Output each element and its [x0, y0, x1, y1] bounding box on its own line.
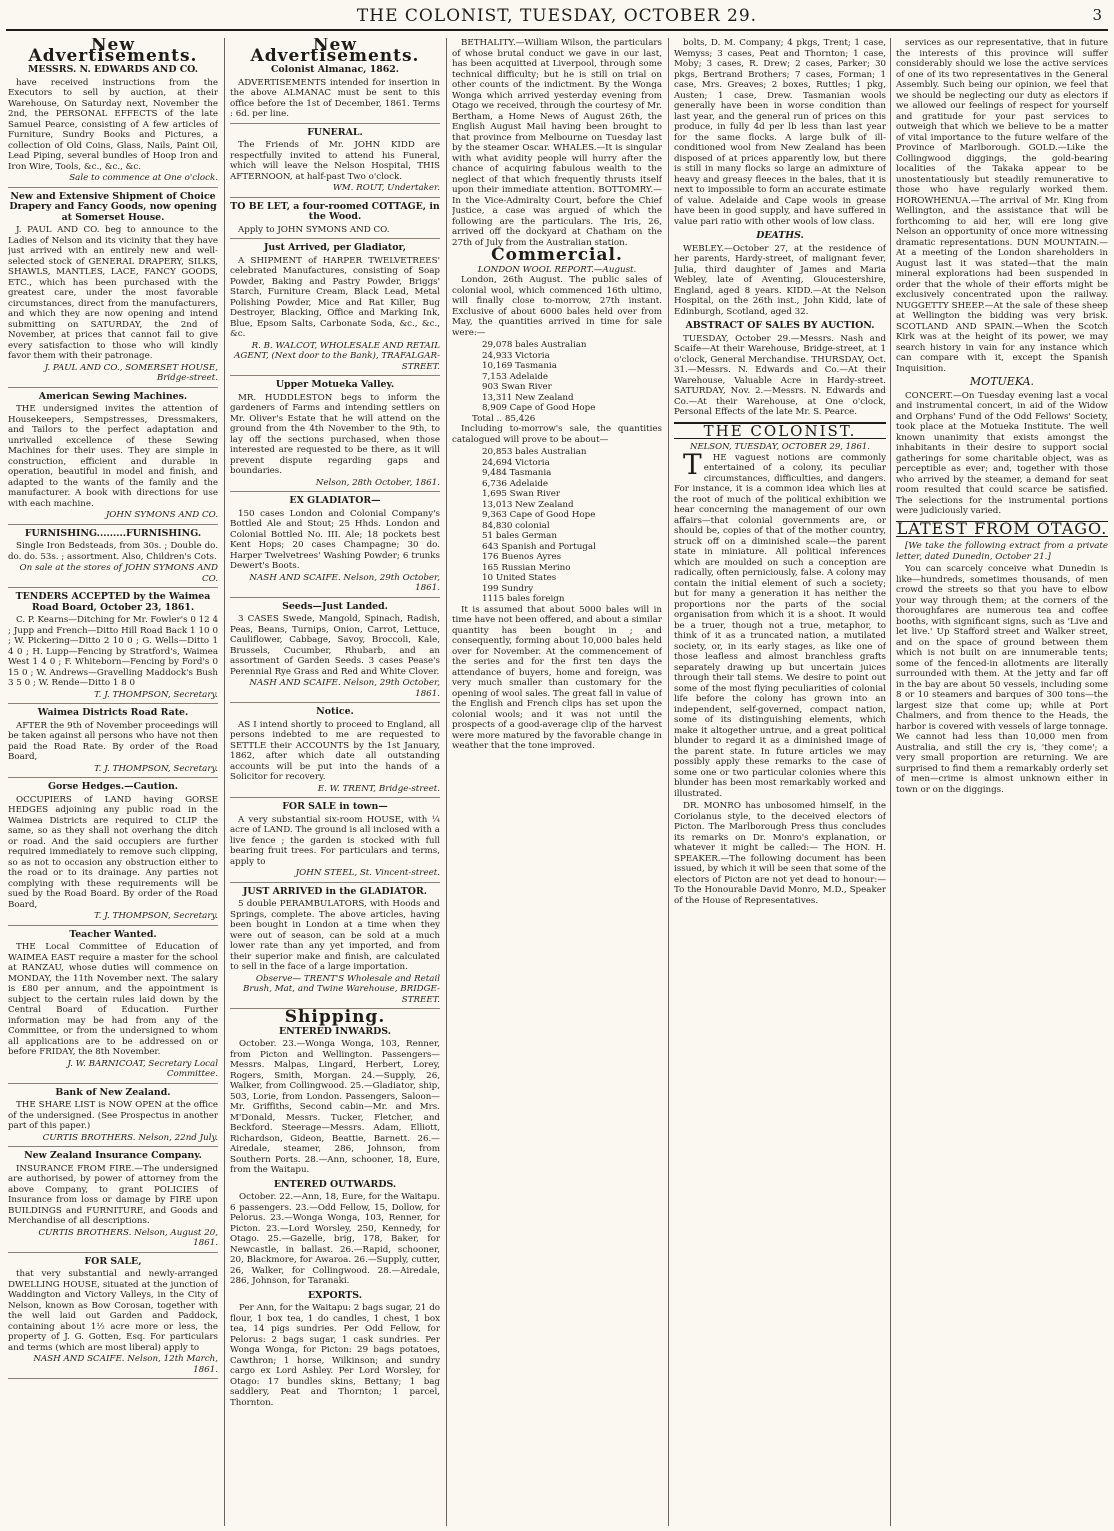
advertisement [8, 1257, 218, 1380]
wool-table-row: 1,695 Swan River [482, 489, 561, 499]
advertisement-title: Just Arrived, per Gladiator, [264, 242, 406, 253]
advertisement-title: Bank of New Zealand. [55, 1086, 171, 1098]
advertisement-title: FURNISHING.........FURNISHING. [24, 527, 202, 539]
advertisement-body: MR. HUDDLESTON begs to inform the gardeners of Farms and intending settlers on Mr. Oliver's Estate that he will attend on the ground from the 4th November to the 9th, to lay off the sections purchased, when those interested are requested to be there, as it will prevent dispute regarding gaps and boundaries. [230, 392, 440, 476]
wool-table-row: 29,078 bales Australian [482, 340, 587, 350]
advertisement-body: THE SHARE LIST is NOW OPEN at the office of the undersigned. (See Prospectus in another part of this paper.) [8, 1100, 218, 1131]
wool-table-row: 24,933 Victoria [482, 350, 550, 361]
market-text: bolts, D. M. Company; 4 pkgs, Trent; 1 case, Wemyss; 3 cases, Peat and Thornton; 1 case, Moby; 3 cases, R. Drew; 2 cases, Parker; 30 pkgs, Bertrand Brothers; 7 cases, Forman; 1 case, Mrs. Greaves; 2 boxes, Ruttles; 1 pkg, Austen; 1 case, Drew. Tasmanian wools generally have been in worse condition than last year, and the general run of prices on this produce, in fully 4d per lb less than last year for the same flocks. A large bulk of ill-conditioned wool from New Zealand has been disposed of at prices apparently low, but there is still in many flocks so large an admixture of heavy and greasy fleeces in the bales, that it is next to impossible to form an accurate estimate of value. Adelaide and Cape wools in grease have been in good supply, and have suffered in value pari ratio with other wools of low class. [674, 38, 886, 227]
advertisement-signature: Nelson, 28th October, 1861. [315, 477, 440, 488]
advertisement-title: TENDERS ACCEPTED by the Waimea Road Board, October 23, 1861. [15, 591, 211, 613]
column-rule [224, 38, 225, 1526]
advertisement-signature: JOHN SYMONS AND CO. [105, 510, 218, 520]
paper-title: THE COLONIST. [674, 422, 886, 440]
advertisement-title: American Sewing Machines. [38, 390, 188, 402]
wool-table-row: 7,153 Adelaide [482, 371, 549, 382]
advertisement-body: THE undersigned invites the attention of Housekeepers, Sempstresses, Dressmakers, and Tailors to the perfect adaptation and unrivalled excellence of these Sewing Machines for their uses. They are simple in construction, efficient and durable in operation, beautiful in model and finish, and adapted to the wants of the family and the manufacturer. A book with directions for use with each machine. [8, 404, 218, 509]
masthead [0, 0, 1114, 32]
advertisement-title: TO BE LET, a four-roomed COTTAGE, in the Wood. [230, 200, 440, 222]
advertisement-title: FOR SALE in town— [282, 801, 388, 812]
advertisement-signature: T. J. THOMPSON, Secretary. [94, 763, 218, 774]
advertisement-signature: WM. ROUT, Undertaker. [332, 183, 440, 193]
dateline: NELSON, TUESDAY, OCTOBER 29, 1861. [690, 442, 870, 452]
advertisement-signature: JOHN STEEL, St. Vincent-street. [295, 868, 440, 878]
abstract-title: ABSTRACT OF SALES BY AUCTION. [685, 320, 875, 331]
advertisement [230, 202, 440, 240]
advertisement-signature: CURTIS BROTHERS. Nelson, 22nd July. [42, 1132, 218, 1143]
otago-note: [We take the following extract from a private letter, dated Dunedin, October 21.] [896, 541, 1108, 562]
advertisements-list [8, 65, 218, 1379]
advertisement [230, 65, 440, 124]
column-rule [890, 38, 891, 1526]
exports-text: Per Ann, for the Waitapu: 2 bags sugar, 21 do flour, 1 box tea, 1 do candles, 1 chest, 1 box tea, 14 pigs sundries. Per Odd Fellow, for Pelorus: 2 bags sugar, 1 cask sundries. Per Wonga Wonga, for Picton: 29 bags potatoes, Cawthron; 1 horse, Wilkinson; and sundry cargo ex Lord Ashley. Per Lord Worsley, for Otago: 17 bundles skins, Bettany; 1 bag saddlery, Peat and Thornton; 1 parcel, Thornton. [230, 1303, 440, 1408]
wool-table-row: 20,853 bales Australian [482, 447, 587, 457]
wool-table [452, 447, 662, 521]
wool-table-row: 24,694 Victoria [482, 457, 550, 468]
advertisement-signature: E. W. TRENT, Bridge-street. [317, 783, 440, 794]
otago-title: LATEST FROM OTAGO. [896, 518, 1108, 538]
advertisement [8, 592, 218, 704]
deaths-title: DEATHS. [756, 230, 804, 241]
wool-report-body: It is assumed that about 5000 bales will in time have not been offered, and about a similar quantity has been bought in ; and consequently, forming about 10,000 bales held over for November. At the commencement of the series and for the first ten days the attendance of buyers, home and foreign, was very much smaller than customary for the opening of wool sales. The great fall in value of the English and French clips has set upon the colonial wools; and it was not until the prospects of a good-average clip of the harvest were more matured by the favorable change in weather that the tone improved. [452, 604, 662, 751]
wool-report-intro: London, 26th August. The public sales of colonial wool, which commenced 16th ultimo, will finally close to-morrow, 27th instant. Exclusive of about 6000 bales held over from May, the quantities arrived in time for sale were:— [452, 275, 662, 338]
advertisement-body: Single Iron Bedsteads, from 30s. ; Double do. do. do. 53s. ; assortment. Also, Children's Cots. [8, 541, 218, 562]
exports-title: EXPORTS. [308, 1289, 362, 1301]
outwards-text: October. 22.—Ann, 18, Eure, for the Waitapu. 6 passengers. 23.—Odd Fellow, 15, Dollow, for Pelorus. 23.—Wonga Wonga, 103, Renner, for Picton. 23.—Lord Worsley, 250, Kennedy, for Otago. 25.—Gazelle, brig, 178, Baker, for Newcastle, in ballast. 26.—Rapid, schooner, 20, Blackmore, for Awaroa. 26.—Supply, cutter, 26, Walker, for Collingwood. 28.—Airedale, 286, Johnson, for Taranaki. [230, 1192, 440, 1286]
advertisement-title: Teacher Wanted. [69, 928, 157, 940]
outwards-title: ENTERED OUTWARDS. [273, 1178, 397, 1190]
advertisement-signature: On sale at the stores of JOHN SYMONS AND CO. [19, 563, 218, 584]
advertisement-title: FOR SALE, [84, 1255, 142, 1267]
advertisement-body: 5 double PERAMBULATORS, with Hoods and Springs, complete. The above articles, having been bought in London at a time when they were out of season, can be sold at a much lower rate than any yet imported, and from their superior make and finish, are calculated to sell in the face of a large importation. [230, 899, 440, 972]
wool-table [452, 340, 662, 414]
advertisement [230, 602, 440, 704]
advertisement-body: ADVERTISEMENTS intended for insertion in the above ALMANAC must be sent to this office before the 1st of December, 1861. Terms : 6d. per line. [230, 77, 440, 119]
wool-table-row: 643 Spanish and Portugal [482, 541, 596, 552]
advertisement [8, 782, 218, 926]
news-items: BETHALITY.—William Wilson, the particulars of whose brutal conduct we gave in our last, has been acquitted at Liverpool, through some technical difficulty; but he is still on trial on other counts of the indictment. By the Wonga Wonga which arrived yesterday evening from Otago we received, through the courtesy of Mr. Bertham, a Home News of August 26th, the English August Mail having been brought to that province from Melbourne on Tuesday last by the steamer Oscar. WHALES.—It is singular with what avidity people will hurry after the chance of acquiring fabulous wealth to the neglect of that which frequently thrusts itself upon their immediate attention. BOTTOMRY.—In the Vice-Admiralty Court, before the Chief Justice, a case was argued of which the following are the particulars. The Iris, 26, arrived off the dockyard at Chatham on the 27th of July from the Australian station. [452, 38, 662, 248]
advertisement-body: 150 cases London and Colonial Company's Bottled Ale and Stout; 25 Hhds. London and Colonial Bottled No. III. Ale; 18 pockets best Kent Hops; 20 cases Champagne; 30 do. Harper Twelvetrees' Washing Powder; 6 trunks Dewert's Boots. [230, 508, 440, 571]
section-heading: New Advertisements. [28, 38, 198, 66]
masthead-title: THE COLONIST, TUESDAY, OCTOBER 29. [356, 6, 758, 26]
otago-text: You can scarcely conceive what Dunedin is like—hundreds, sometimes thousands, of men crowd the streets so that you have to elbow your way through them; at the corners of the thoroughfares are numerous tea and coffee booths, with significant signs, such as 'Live and let live.' Up Stafford street and Walker street, and on the space of ground between them which is not built on are innumerable tents; some of the fenced-in allotments are literally surrounded with them. At the jetty and far off in the bay are about 50 vessels, including some 8 or 10 steamers and barques of 300 tons—the largest size that come up; while at Port Chalmers, and from thence to the Heads, the harbor is covered with vessels of large tonnage. We cannot had less than 10,000 men from Australia, and still the cry is, 'they come'; a very small proportion are returning. We are surprised to find them a remarkably orderly set of men—crime is almost unknown either in town or on the diggings. [896, 564, 1108, 795]
advertisement [8, 708, 218, 778]
wool-report-title: LONDON WOOL REPORT.—August. [477, 264, 637, 275]
advertisement [230, 243, 440, 376]
wool-total: Total .. 85,426 [472, 413, 536, 424]
advertisement [8, 65, 218, 188]
advertisement-body: The Friends of Mr. JOHN KIDD are respectfully invited to attend his Funeral, which will leave the Nelson Hospital, THIS AFTERNOON, at half-past Two o'clock. [230, 140, 440, 182]
wool-table [452, 531, 662, 594]
column-rule [446, 38, 447, 1526]
advertisement-title: Colonist Almanac, 1862. [270, 64, 400, 75]
advertisement [8, 529, 218, 589]
advertisement-title: Notice. [316, 706, 354, 717]
wool-table-row: 10,169 Tasmania [482, 361, 557, 371]
wool-table-row: 165 Russian Merino [482, 562, 571, 573]
advertisement [230, 707, 440, 798]
advertisement [230, 887, 440, 1010]
inwards-text: October. 23.—Wonga Wonga, 103, Renner, from Picton and Wellington. Passengers—Messrs. Malpas, Lingard, Herbert, Lorey, Rogers, Smith, Morgan. 24.—Supply, 26, Walker, from Collingwood. 25.—Gladiator, ship, 503, Lorie, from London. Passengers, Saloon—Mr. Griffiths, Second cabin—Mr. and Mrs. M'Donald, Messrs. Tucker, Fletcher, and Beckford. Steerage—Messrs. Adam, Elliott, Richardson, Gideon, Beattie, Barnett. 26.—Airedale, steamer, 286, Johnson, from Southern Ports. 28.—Ann, schooner, 18, Eure, from the Waitapu. [230, 1039, 440, 1175]
advertisement-signature: T. J. THOMPSON, Secretary. [94, 911, 218, 921]
advertisement-body: Apply to JOHN SYMONS AND CO. [238, 224, 390, 235]
advertisement-title: EX GLADIATOR— [289, 495, 381, 506]
advertisement-title: MESSRS. N. EDWARDS AND CO. [27, 64, 199, 75]
advertisement-signature: J. W. BARNICOAT, Secretary Local Committee. [67, 1058, 218, 1079]
advertisement-title: New Zealand Insurance Company. [24, 1150, 202, 1161]
inwards-title: ENTERED INWARDS. [279, 1025, 391, 1037]
advertisement-body: OCCUPIERS of LAND having GORSE HEDGES adjoining any public road in the Waimea Districts are required to CLIP the same, so as they shall not overhang the ditch or road. And the said occupiers are further required immediately to remove such clipping, so as not to occasion any obstruction either to the road or to its drainage. Any parties not complying with these requirements will be sued by the Road Board. By order of the Road Board, [8, 794, 218, 910]
shipping-heading: Shipping. [284, 1007, 386, 1027]
advertisement-signature: NASH AND SCAIFE. Nelson, 12th March, 1861. [33, 1354, 218, 1375]
advertisement-title: JUST ARRIVED in the GLADIATOR. [242, 885, 428, 897]
motueka-title: MOTUEKA. [969, 375, 1035, 388]
monro-article: DR. MONRO has unbosomed himself, in the Coriolanus style, to the deceived electors of Picton. The Marlborough Press thus concludes its remarks on Dr. Monro's explanation, or whatever it might be called:— The HON. H. SPEAKER.—The following document has been issued, by which it will be seen that some of the electors of Picton are not yet dead to honour:—To the Honourable David Monro, M.D., Speaker of the House of Representatives. [674, 801, 886, 906]
section-heading: New Advertisements. [250, 38, 420, 66]
advertisement-signature: NASH AND SCAIFE. Nelson, 29th October, 1861. [249, 678, 440, 699]
advertisement-body: have received instructions from the Executors to sell by auction, at their Warehouse, On Saturday next, November the 2nd, the PERSONAL EFFECTS of the late Samuel Pearce, consisting of A few articles of Furniture, Sundry Books and Pictures, a collection of Old Coins, Glass, Nails, Paint Oil, Lead Piping, several bundles of Hoop Iron and Iron Wire, Tools, &c., &c., &c. [8, 77, 218, 172]
advertisement-body: THE Local Committee of Education of WAIMEA EAST require a master for the school at RANZAU, whose duties will commence on MONDAY, the 11th November next. The salary is £80 per annum, and the appointment is subject to the certain rules laid down by the Central Board of Education. Further information may be had from any of the Committee, or from the undersigned to whom all applications are to be addressed on or before FRIDAY, the 8th November. [8, 942, 218, 1057]
advertisement [8, 930, 218, 1084]
advertisements-list [230, 65, 440, 1009]
advertisement-signature: Sale to commence at One o'clock. [69, 173, 218, 183]
advertisement-signature: NASH AND SCAIFE. Nelson, 29th October, 1861. [249, 572, 440, 593]
advertisement-body: AS I intend shortly to proceed to England, all persons indebted to me are requested to SETTLE their ACCOUNTS by the 1st January, 1862, after which date all outstanding accounts will be put into the hands of a Solicitor for recovery. [230, 719, 440, 782]
wool-total: 1115 bales foreign [482, 594, 565, 604]
advertisement [230, 380, 440, 492]
column-4 [674, 38, 886, 1526]
advertisement-body: J. PAUL AND CO. beg to announce to the Ladies of Nelson and its vicinity that they have just arrived with an entirely new and well-selected stock of GENERAL DRAPERY, SILKS, SHAWLS, MANTLES, LACE, FANCY GOODS, ETC., which has been purchased with the greatest care, under the most favorable circumstances, direct from the manufacturers, and which they are now opening and intend submitting on SATURDAY, the 2nd of November, at prices that cannot fail to give every satisfaction to those who will kindly favor them with their patronage. [8, 225, 218, 361]
advertisement-body: 3 CASES Swede, Mangold, Spinach, Radish, Peas, Beans, Turnips, Onion, Carrot, Lettuce, Cauliflower, Cabbage, Savoy, Broccoli, Kale, Brussels, Cucumber, Rhubarb, and an assortment of Garden Seeds. 3 cases Pease's Perennial Rye Grass and Red and White Clover. [230, 614, 440, 677]
advertisement [8, 392, 218, 525]
leader-article: THE vaguest notions are commonly entertained of a colony, its peculiar circumstances, difficulties, and dangers. For instance, it is a common idea which lies at the root of much of the political exhibition we hear concerning the management of our own affairs—that colonial governments are, or should be, copies of that of the mother country, struck off on a diminished scale—the parent state in miniature. All political inferences which are moulded on such a conception are radically, often perniciously, false. A colony may contain the initial element of such a society; but for many a generation it has neither the proportions nor the parts of the social organisation from which it is a shoot. It would be a truer, though not a true, metaphor, to think of it as a truncated nation, a mutilated society, or, in its early stages, as like one of those leafless and almost branchless grafts separately drawing up but uncertain juices through their tall stems. We desire to point out some of the most flying peculiarities of colonial life before the colony has grown into an independent, self-governed, compact nation, some of its distinguishing elements, which make it altogether untrue, and a great political blunder to regard it as a diminished image of the parent state. In future articles we may possibly apply these remarks to the case of some one or two particular colonies where this blunder has been most remarkably worked and illustrated. [674, 447, 886, 799]
column-2 [230, 38, 440, 1526]
wool-table-row: 199 Sundry [482, 583, 534, 594]
page-number: 3 [1092, 6, 1102, 24]
advertisement-title: Waimea Districts Road Rate. [37, 707, 189, 718]
wool-table-row: 51 bales German [482, 531, 557, 541]
wool-report-mid: Including to-morrow's sale, the quantities catalogued will prove to be about— [452, 424, 662, 445]
advertisement [230, 496, 440, 598]
advertisement-title: New and Extensive Shipment of Choice Drapery and Fancy Goods, now opening at Somerset House. [9, 190, 217, 223]
advertisement [8, 192, 218, 388]
advertisement-body: A very substantial six-room HOUSE, with ¼ acre of LAND. The ground is all inclosed with a live fence ; the garden is stocked with full bearing fruit trees. For particulars and terms, apply to [230, 814, 440, 867]
column-3 [452, 38, 662, 1526]
wool-table-row: 8,909 Cape of Good Hope [482, 403, 596, 413]
advertisement-body: C. P. Kearns—Ditching for Mr. Fowler's 0 12 4 ; Jupp and French—Ditto Hill Road Back 1 10 0 ; W. Pickering—Ditto 2 10 0 ; G. Wells—Ditto 1 4 0 ; H. Lupp—Fencing by Stratford's, Waimea West 1 4 0 ; F. Whiteborn—Fencing by Ford's 0 15 0 ; W. Andrews—Gravelling Maddock's Bush 3 5 0 ; W. Rende—Ditto 1 8 0 [8, 615, 218, 688]
column-rule [668, 38, 669, 1526]
advertisement-body: that very substantial and newly-arranged DWELLING HOUSE, situated at the junction of Waddington and Victory Valleys, in the City of Nelson, known as Bow Corosan, together with the well laid out Garden and Paddock, containing about 1½ acre more or less, the property of J. G. Gotten, Esq. For particulars and terms (which are most liberal) apply to [8, 1269, 218, 1353]
wool-table-row: 9,484 Tasmania [482, 468, 552, 478]
wool-table-row: 176 Buenos Ayres [482, 552, 562, 562]
wool-table-row: 13,013 New Zealand [482, 499, 574, 510]
wool-table-row: 903 Swan River [482, 382, 552, 392]
wool-table-row: 10 United States [482, 573, 557, 583]
advertisement-title: FUNERAL. [307, 126, 363, 138]
wool-table-row: 13,311 New Zealand [482, 392, 574, 403]
continued-article: services as our representative, that in future the interests of this province will suffer considerably should we lose the active services of one of its two representatives in the General Assembly. Such being our opinion, we feel that we should be neglecting our duty as electors if we allowed our feelings of respect for yourself and gratitude for your past services to outweigh that which we believe to be a matter of vital importance to the future welfare of the Province of Marlborough. GOLD.—Like the Collingwood diggings, the gold-bearing localities of the Takaka appear to be unostentatiously but steadily remunerative to those who have regularly worked them. HOROWHENUA.—The arrival of Mr. King from Wellington, and the assistance that will be forthcoming to aid her, will ere long give Nelson an opportunity of once more witnessing dramatic representations. DUN MOUNTAIN.—At a meeting of the London shareholders in August last it was stated—that the main mineral explorations had been suspended in order that the whole of their efforts might be exclusively concentrated upon the railway. NUGGETTY SHEEP.—At the sale of these sheep at Wellington the bidding was very brisk. SCOTLAND AND SPAIN.—When the Scotch Kirk was at the height of its power, we may search history in vain for any instance which can compare with it, except the Spanish Inquisition. [896, 38, 1108, 374]
column-1 [8, 38, 218, 1526]
advertisement-title: Seeds—Just Landed. [282, 600, 388, 612]
wool-table-row: 6,736 Adelaide [482, 478, 549, 489]
advertisement-body: AFTER the 9th of November proceedings will be taken against all persons who have not then paid the Road Rate. By order of the Road Board, [8, 720, 218, 762]
wool-table-row: 9,363 Cape of Good Hope [482, 510, 596, 520]
advertisement-title: Gorse Hedges.—Caution. [47, 781, 179, 792]
deaths-text: WEBLEY.—October 27, at the residence of her parents, Hardy-street, of malignant fever, Julia, third daughter of James and Maria Webley, late of Aventing, Gloucestershire, England, aged 8 years. KIDD.—At the Nelson Hospital, on the 26th inst., John Kidd, late of Edinburgh, Scotland, aged 32. [674, 243, 886, 317]
advertisement-signature: R. B. WALCOT, WHOLESALE AND RETAIL AGENT, (Next door to the Bank), TRAFALGAR-STREET. [234, 340, 440, 372]
advertisement [8, 1088, 218, 1148]
masthead-rule [6, 29, 1108, 31]
commercial-heading: Commercial. [491, 245, 623, 265]
advertisement-body: A SHIPMENT of HARPER TWELVETREES' celebrated Manufactures, consisting of Soap Powder, Baking and Pastry Powder, Briggs' Starch, Furniture Cream, Black Lead, Metal Polishing Powder, Mice and Rat Killer, Bug Destroyer, Blacking, Office and Marking Ink, Blue, Epsom Salts, Carbonate Soda, &c., &c., &c. [230, 255, 440, 339]
advertisement [230, 802, 440, 883]
advertisement-signature: Observe— TRENT'S Wholesale and Retail Brush, Mat, and Twine Warehouse, BRIDGE-STREET. [243, 973, 440, 1005]
advertisement-title: Upper Motueka Valley. [275, 379, 395, 390]
abstract-text: TUESDAY, October 29.—Messrs. Nash and Scaife—At their Warehouse, Bridge-street, at 1 o'clock, General Merchandise. THURSDAY, Oct. 31.—Messrs. N. Edwards and Co.—At their Warehouse, Valuable Acre in Hardy-street. SATURDAY, Nov. 2.—Messrs. N. Edwards and Co.—At their Warehouse, at One o'clock, Personal Effects of the late Mr. S. Pearce. [674, 333, 886, 417]
advertisement-signature: CURTIS BROTHERS. Nelson, August 20, 1861. [38, 1227, 218, 1248]
wool-total: 84,830 colonial [482, 520, 550, 531]
advertisement-signature: T. J. THOMPSON, Secretary. [94, 689, 218, 700]
column-5 [896, 38, 1108, 1526]
motueka-text: CONCERT.—On Tuesday evening last a vocal and instrumental concert, in aid of the Widow and Orphans' Fund of the Odd Fellows' Society, took place at the Motueka Institute. The well known unanimity that exists amongst the inhabitants in their desire to support social gatherings for some charitable object, was as perceptible as ever; and, together with those who arrived by the steamer, a demand for seat room resulted that could scarce be satisfied. The selections for the instrumental portions were judiciously varied. [896, 390, 1108, 516]
advertisement-signature: J. PAUL AND CO., SOMERSET HOUSE, Bridge-street. [44, 362, 218, 383]
advertisement [230, 128, 440, 198]
advertisement [8, 1151, 218, 1253]
advertisement-body: INSURANCE FROM FIRE.—The undersigned are authorised, by power of attorney from the above Company, to grant POLICIES of Insurance from loss or damage by FIRE upon BUILDINGS and FURNITURE, and Goods and Merchandise of all descriptions. [8, 1163, 218, 1226]
